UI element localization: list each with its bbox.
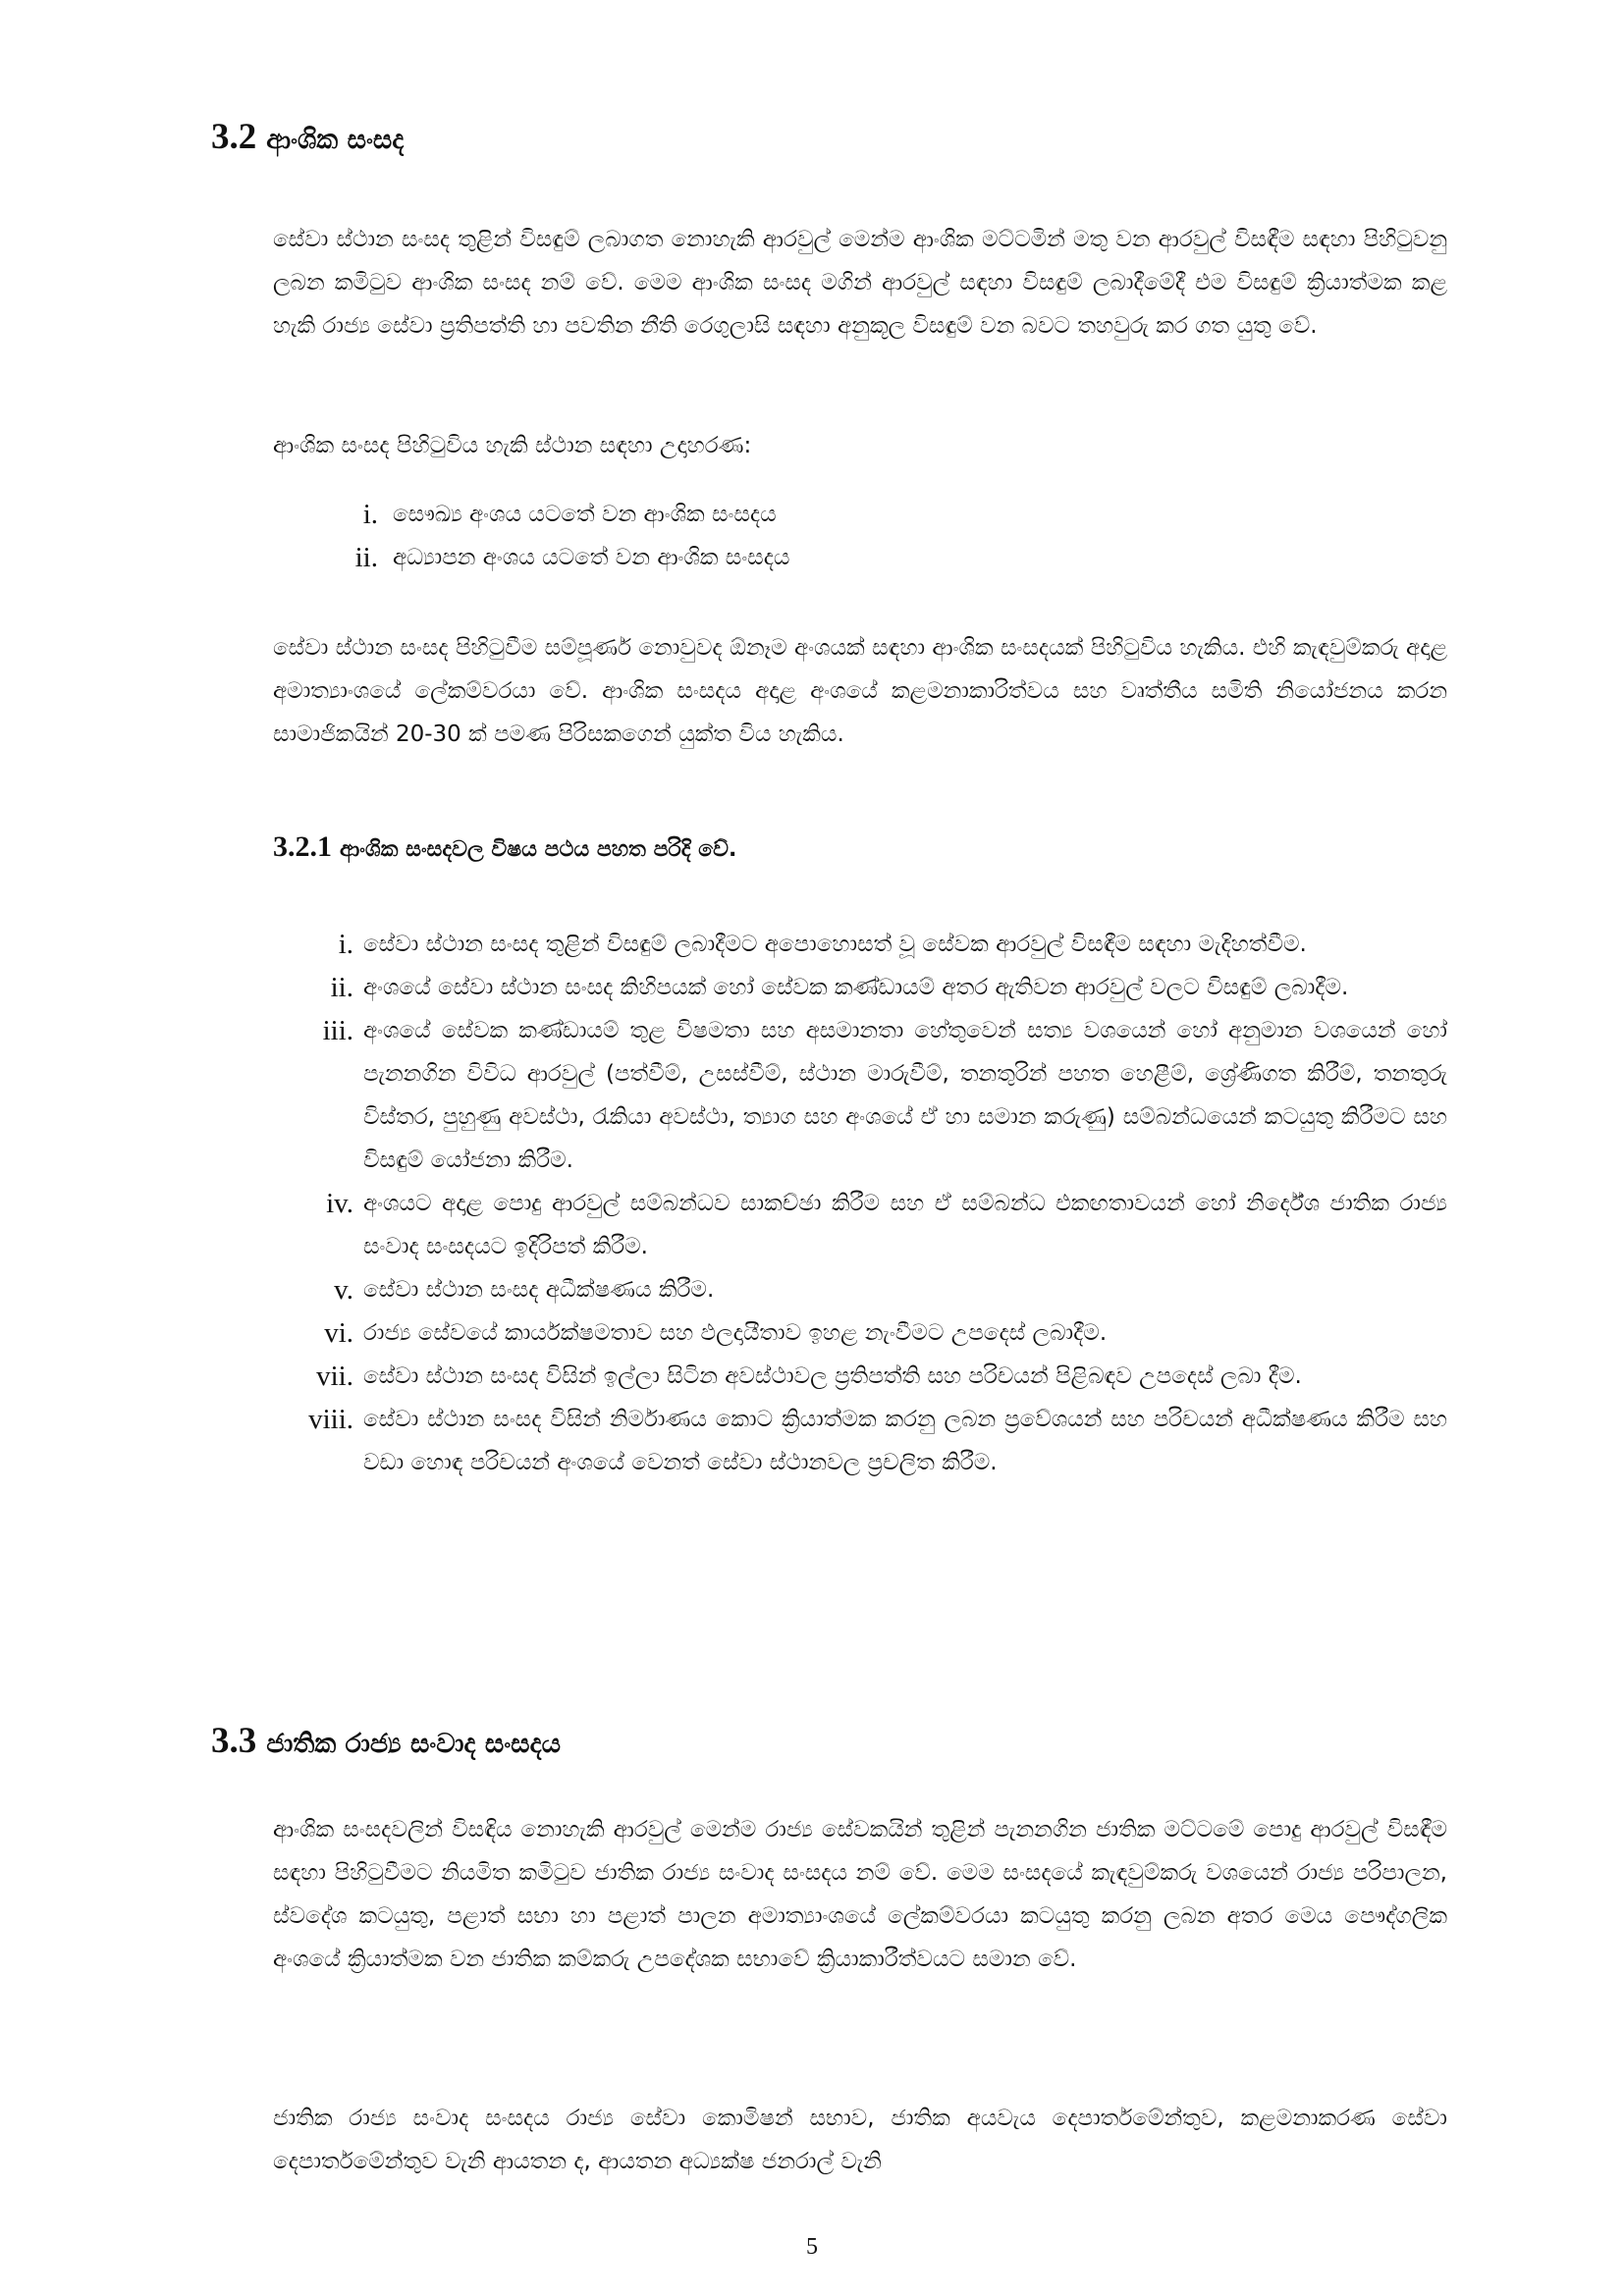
list-item xyxy=(334,1268,1447,1311)
list-item-text: සේවා ස්ථාන සංසද විසින් ඉල්ලා සිටින අවස්ථාවල ප්‍රතිපත්ති සහ පරිචයන් පිළිබඳව උපදෙස් ලබා දීම. xyxy=(363,1363,1302,1389)
list-item xyxy=(322,1009,1447,1182)
list-item xyxy=(308,1398,1447,1484)
scope-list xyxy=(308,923,1447,1484)
list-numeral: viii. xyxy=(308,1404,353,1435)
list-item-text: අංශයේ සේවා ස්ථාන සංසද කිහිපයක් හෝ සේවක කණ්ඩායම් අතර ඇතිවන ආරවුල් වලට විසඳුම් ලබාදීම. xyxy=(363,975,1349,1000)
list-item xyxy=(330,966,1447,1009)
list-item-text: අංශයේ සේවක කණ්ඩායම් තුළ විෂමතා සහ අසමානතා හේතුවෙන් සත්‍ය වශයෙන් හෝ අනුමාන වශයෙන් හෝ පැනනගින විවිධ ආරවුල් (පත්වීම්, උසස්වීම්, ස්ථාන මාරුවීම්, තනතුරින් පහත හෙළීම්, ශ්‍රේණිගත කිරීම්, තනතුරු විස්තර, පුහුණු අවස්ථා, රැකියා අවස්ථා, ත්‍යාග සහ අංශයේ ඒ හා සමාන කරුණු) සම්බන්ධයෙන් කටයුතු කිරීමට සහ විසඳුම් යෝජනා කිරීම. xyxy=(363,1018,1447,1173)
list-item xyxy=(324,1311,1447,1355)
list-item xyxy=(316,1355,1447,1398)
list-numeral: vi. xyxy=(324,1317,353,1349)
list-item-text: සෞඛ්‍ය අංශය යටතේ වන ආංශික සංසදය xyxy=(393,502,777,527)
paragraph: සේවා ස්ථාන සංසද පිහිටුවීම සම්පූර්ණ නොවුවද ඕනෑම අංශයක් සඳහා ආංශික සංසදයක් පිහිටුවිය හැකිය. එහි කැඳවුම්කරු අදාළ අමාත්‍යාංශයේ ලේකම්වරයා වේ. ආංශික සංසදය අදාළ අංශයේ කළමනාකාරිත්වය සහ වෘත්තීය සමිති නියෝජනය කරන සාමාජිකයින් 20-30 ක් පමණ පිරිසකගෙන් යුක්ත විය හැකිය. xyxy=(273,635,1447,747)
subsection-title: ආංශික සංසදවල විෂය පථය පහත පරිදි වේ. xyxy=(340,837,737,862)
page-number: 5 xyxy=(806,2234,818,2260)
section-heading-3-2 xyxy=(211,116,404,158)
paragraph: සේවා ස්ථාන සංසද තුළින් විසඳුම් ලබාගත නොහැකි ආරවුල් මෙන්ම ආංශික මට්ටමින් මතු වන ආරවුල් විසඳීම සඳහා පිහිටුවනු ලබන කමිටුව ආංශික සංසද නම් වේ. මෙම ආංශික සංසද මගින් ආරවුල් සඳහා විසඳුම් ලබාදීමේදී එම විසඳුම් ක්‍රියාත්මක කළ හැකි රාජ්‍ය සේවා ප්‍රතිපත්ති හා පවතින නීති රෙගුලාසි සඳහා අනුකූල විසඳුම් වන බවට තහවුරු කර ගත යුතු වේ. xyxy=(273,227,1447,339)
examples-intro: ආංශික සංසද පිහිටුවිය හැකි ස්ථාන සඳහා උදාහරණ: xyxy=(273,433,752,458)
list-item xyxy=(362,493,1080,536)
subsection-heading-3-2-1 xyxy=(273,830,736,864)
section-number: 3.2 xyxy=(211,117,257,157)
list-item-text: රාජ්‍ය සේවයේ කාර්යක්ෂමතාව සහ ඵලදායීතාව ඉහළ නැංවීමට උපදෙස් ලබාදීම. xyxy=(363,1320,1108,1346)
list-numeral: ii. xyxy=(354,542,378,573)
list-numeral: i. xyxy=(362,499,378,530)
section-heading-3-3 xyxy=(211,1720,561,1762)
subsection-number: 3.2.1 xyxy=(273,830,332,863)
list-item xyxy=(326,1182,1447,1268)
list-item-text: අංශයට අදාළ පොදු ආරවුල් සම්බන්ධව සාකච්ඡා කිරීම සහ ඒ සම්බන්ධ එකඟතාවයන් හෝ නිර්දේශ ජාතික රාජ්‍ය සංවාද සංසදයට ඉදිරිපත් කිරීම. xyxy=(363,1191,1447,1259)
examples-list xyxy=(354,493,1080,579)
list-item-text: අධ්‍යාපන අංශය යටතේ වන ආංශික සංසදය xyxy=(393,545,790,570)
list-item-text: සේවා ස්ථාන සංසද විසින් නිර්මාණය කොට ක්‍රියාත්මක කරනු ලබන ප්‍රවේශයන් සහ පරිචයන් අධීක්ෂණය කිරීම සහ වඩා හොඳ පරිචයන් අංශයේ වෙනත් සේවා ස්ථානවල ප්‍රචලිත කිරීම. xyxy=(363,1407,1447,1475)
list-item-text: සේවා ස්ථාන සංසද අධීක්ෂණය කිරීම. xyxy=(363,1277,715,1303)
list-numeral: iv. xyxy=(326,1188,353,1219)
list-item xyxy=(354,536,1080,579)
section-title: ආංශික සංසද xyxy=(266,125,405,155)
list-numeral: v. xyxy=(334,1274,353,1306)
paragraph: ආංශික සංසදවලින් විසඳිය නොහැකි ආරවුල් මෙන්ම රාජ්‍ය සේවකයින් තුළින් පැනනගින ජාතික මට්ටමේ පොදු ආරවුල් විසඳීම සඳහා පිහිටුවීමට නියමිත කමිටුව ජාතික රාජ්‍ය සංවාද සංසදය නම් වේ. මෙම සංසදයේ කැඳවුම්කරු වශයෙන් රාජ්‍ය පරිපාලන, ස්වදේශ කටයුතු, පළාත් සභා හා පළාත් පාලන අමාත්‍යාංශයේ ලේකම්වරයා කටයුතු කරනු ලබන අතර මෙය පෞද්ගලික අංශයේ ක්‍රියාත්මක වන ජාතික කම්කරු උපදේශක සභාවේ ක්‍රියාකාරීත්වයට සමාන වේ. xyxy=(273,1817,1447,1972)
list-numeral: iii. xyxy=(322,1015,353,1046)
list-numeral: i. xyxy=(338,929,353,960)
section-title: ජාතික රාජ්‍ය සංවාද සංසදය xyxy=(266,1729,561,1759)
paragraph: ජාතික රාජ්‍ය සංවාද සංසදය රාජ්‍ය සේවා කොමිෂන් සභාව, ජාතික අයවැය දෙපාර්තමේන්තුව, කළමනාකරණ සේවා දෙපාර්තමේන්තුව වැනි ආයතන ද, ආයතන අධ්‍යක්ෂ ජනරාල් වැනි xyxy=(273,2106,1447,2174)
section-number: 3.3 xyxy=(211,1721,257,1761)
list-numeral: ii. xyxy=(330,972,353,1003)
list-item xyxy=(338,923,1447,966)
list-numeral: vii. xyxy=(316,1361,353,1392)
list-item-text: සේවා ස්ථාන සංසද තුළින් විසඳුම් ලබාදීමට අපොහොසත් වූ සේවක ආරවුල් විසඳීම සඳහා මැදිහත්වීම. xyxy=(363,932,1307,957)
